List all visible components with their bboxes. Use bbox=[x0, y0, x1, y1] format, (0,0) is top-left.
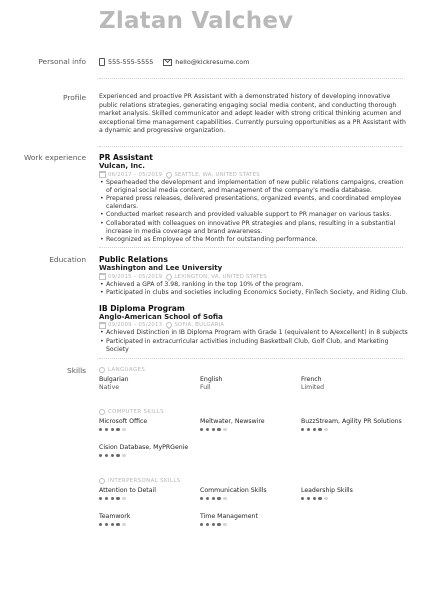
computer-skill: Microsoft Office bbox=[99, 418, 199, 431]
rating-dot-filled bbox=[313, 497, 316, 500]
rating-dot-filled bbox=[217, 523, 220, 526]
rating-dot-filled bbox=[200, 497, 203, 500]
education-location: SOFIA, BULGARIA bbox=[174, 322, 225, 329]
rating-dot-filled bbox=[99, 428, 102, 431]
calendar-icon bbox=[99, 171, 106, 178]
job-dates: 06/2017 – 05/2019 bbox=[108, 171, 163, 178]
rating-dot-filled bbox=[212, 428, 215, 431]
degree-title: IB Diploma Program bbox=[99, 303, 185, 313]
rating-dot-filled bbox=[111, 523, 114, 526]
section-label-skills: Skills bbox=[67, 366, 86, 375]
rating-dot-filled bbox=[318, 428, 321, 431]
school-name: Washington and Lee University bbox=[99, 264, 223, 272]
job-meta bbox=[99, 171, 409, 179]
computer-skill: Cision Database, MyPRGenie bbox=[99, 444, 199, 457]
divider bbox=[99, 78, 403, 79]
rating-dot-filled bbox=[206, 497, 209, 500]
rating-dot-empty bbox=[324, 428, 327, 431]
location-pin-icon bbox=[165, 321, 173, 329]
school-name: Anglo-American School of Sofia bbox=[99, 312, 223, 321]
skill-rating bbox=[99, 497, 199, 500]
list-item: • Achieved a GPA of 3.98, ranking in the top 10% of the program. bbox=[99, 281, 409, 289]
list-item: • Participated in clubs and societies including Economics Society, FinTech Society, and Riding Club. bbox=[99, 289, 409, 297]
phone-icon bbox=[99, 58, 105, 66]
list-item: • Achieved Distinction in IB Diploma Program with Grade 1 (equivalent to A/excellent) in 8 subjects bbox=[99, 329, 409, 337]
list-item: • Collaborated with colleagues on innovative PR strategies and plans, resulting in a substantial increase in media coverage and brand awareness. bbox=[99, 220, 409, 236]
section-label-education: Education bbox=[49, 255, 86, 264]
rating-dot-filled bbox=[105, 523, 108, 526]
rating-dot-empty bbox=[223, 497, 226, 500]
rating-dot-empty bbox=[122, 497, 125, 500]
section-label-personal-info: Personal info bbox=[38, 57, 86, 66]
interpersonal-skill: Attention to Detail bbox=[99, 487, 199, 500]
skill-rating bbox=[301, 428, 401, 431]
interpersonal-skill: Leadership Skills bbox=[301, 487, 401, 500]
language-skill: Bulgarian Native bbox=[99, 376, 129, 391]
job-bullets bbox=[99, 179, 409, 245]
interpersonal-skill: Communication Skills bbox=[200, 487, 300, 500]
computer-skill: BuzzStream, Agility PR Solutions bbox=[301, 418, 401, 431]
email-address: hello@kickresume.com bbox=[175, 58, 250, 66]
rating-dot-empty bbox=[223, 523, 226, 526]
education-meta bbox=[99, 273, 409, 281]
rating-dot-empty bbox=[122, 523, 125, 526]
calendar-icon bbox=[99, 273, 106, 280]
interpersonal-skill: Teamwork bbox=[99, 513, 199, 526]
section-label-work-experience: Work experience bbox=[23, 153, 86, 162]
rating-dot-filled bbox=[301, 428, 304, 431]
list-item: • Prepared press releases, delivered presentations, organized events, and coordinated employee calendars. bbox=[99, 195, 409, 211]
skill-rating bbox=[200, 428, 300, 431]
degree-title: Public Relations bbox=[99, 255, 168, 264]
rating-dot-filled bbox=[217, 497, 220, 500]
rating-dot-filled bbox=[301, 497, 304, 500]
rating-dot-filled bbox=[116, 454, 119, 457]
rating-dot-filled bbox=[206, 428, 209, 431]
computer-skills-heading: COMPUTER SKILLS bbox=[99, 408, 164, 416]
rating-dot-filled bbox=[313, 428, 316, 431]
rating-dot-filled bbox=[111, 454, 114, 457]
rating-dot-filled bbox=[206, 523, 209, 526]
rating-dot-filled bbox=[307, 497, 310, 500]
job-location: SEATTLE, WA, UNITED STATES bbox=[174, 171, 260, 178]
education-dates: 09/2009 – 05/2013 bbox=[108, 322, 163, 329]
list-item: • Recognized as Employee of the Month for outstanding performance. bbox=[99, 236, 409, 244]
language-skill: French Limited bbox=[301, 376, 325, 391]
languages-icon bbox=[99, 367, 105, 373]
rating-dot-empty bbox=[223, 428, 226, 431]
education-dates: 09/2015 – 05/2019 bbox=[108, 273, 163, 280]
job-title: PR Assistant bbox=[99, 153, 153, 162]
skill-rating bbox=[301, 497, 401, 500]
divider bbox=[99, 146, 403, 147]
list-item: • Conducted market research and provided valuable support to PR manager on various tasks. bbox=[99, 211, 409, 219]
computer-skill: Meltwater, Newswire bbox=[200, 418, 300, 431]
rating-dot-filled bbox=[99, 454, 102, 457]
education-meta bbox=[99, 321, 409, 329]
education-bullets bbox=[99, 329, 409, 354]
rating-dot-filled bbox=[105, 497, 108, 500]
section-label-profile: Profile bbox=[63, 93, 86, 102]
rating-dot-filled bbox=[318, 497, 321, 500]
skill-rating bbox=[99, 428, 199, 431]
rating-dot-filled bbox=[105, 454, 108, 457]
list-item: • Spearheaded the development and implementation of new public relations campaigns, creation of original social media content, and management of the company's media database. bbox=[99, 179, 409, 195]
list-item: • Participated in extracurricular activities including Basketball Club, Golf Club, and Marketing Society bbox=[99, 338, 409, 354]
rating-dot-empty bbox=[122, 454, 125, 457]
skill-rating bbox=[99, 454, 199, 457]
profile-text: Experienced and proactive PR Assistant with a demonstrated history of developing innovative public relations strategies, generating engaging social media content, and conducting thorough market analysis. Skilled communicator and adept leader with strong critical thinking acumen and exceptional time management capabilities. Currently pursuing opportunities as a PR Assistant with a dynamic and progressive organization. bbox=[99, 93, 406, 135]
envelope-icon bbox=[163, 59, 172, 66]
language-skill: English Full bbox=[200, 376, 223, 391]
education-bullets bbox=[99, 281, 409, 297]
contact-row bbox=[99, 58, 409, 66]
skill-rating bbox=[200, 497, 300, 500]
rating-dot-filled bbox=[200, 523, 203, 526]
rating-dot-filled bbox=[105, 428, 108, 431]
rating-dot-filled bbox=[212, 497, 215, 500]
interpersonal-skills-heading: INTERPERSONAL SKILLS bbox=[99, 477, 181, 485]
calendar-icon bbox=[99, 322, 106, 329]
skill-rating bbox=[200, 523, 300, 526]
education-location: LEXINGTON, VA, UNITED STATES bbox=[174, 273, 267, 280]
location-pin-icon bbox=[165, 272, 173, 280]
rating-dot-empty bbox=[122, 428, 125, 431]
rating-dot-filled bbox=[116, 428, 119, 431]
rating-dot-filled bbox=[116, 497, 119, 500]
rating-dot-filled bbox=[111, 428, 114, 431]
candidate-name: Zlatan Valchev bbox=[99, 8, 294, 34]
location-pin-icon bbox=[165, 170, 173, 178]
languages-heading: LANGUAGES bbox=[99, 366, 145, 374]
rating-dot-filled bbox=[307, 428, 310, 431]
interpersonal-icon bbox=[99, 478, 105, 484]
divider bbox=[99, 247, 403, 248]
divider bbox=[99, 358, 403, 359]
rating-dot-filled bbox=[217, 428, 220, 431]
interpersonal-skill: Time Management bbox=[200, 513, 300, 526]
skill-rating bbox=[99, 523, 199, 526]
rating-dot-filled bbox=[111, 497, 114, 500]
rating-dot-filled bbox=[99, 497, 102, 500]
company-name: Vulcan, Inc. bbox=[99, 162, 145, 170]
rating-dot-filled bbox=[212, 523, 215, 526]
computer-icon bbox=[99, 409, 105, 415]
phone-number: 555-555-5555 bbox=[108, 58, 154, 66]
rating-dot-filled bbox=[116, 523, 119, 526]
rating-dot-filled bbox=[200, 428, 203, 431]
rating-dot-empty bbox=[324, 497, 327, 500]
rating-dot-filled bbox=[99, 523, 102, 526]
